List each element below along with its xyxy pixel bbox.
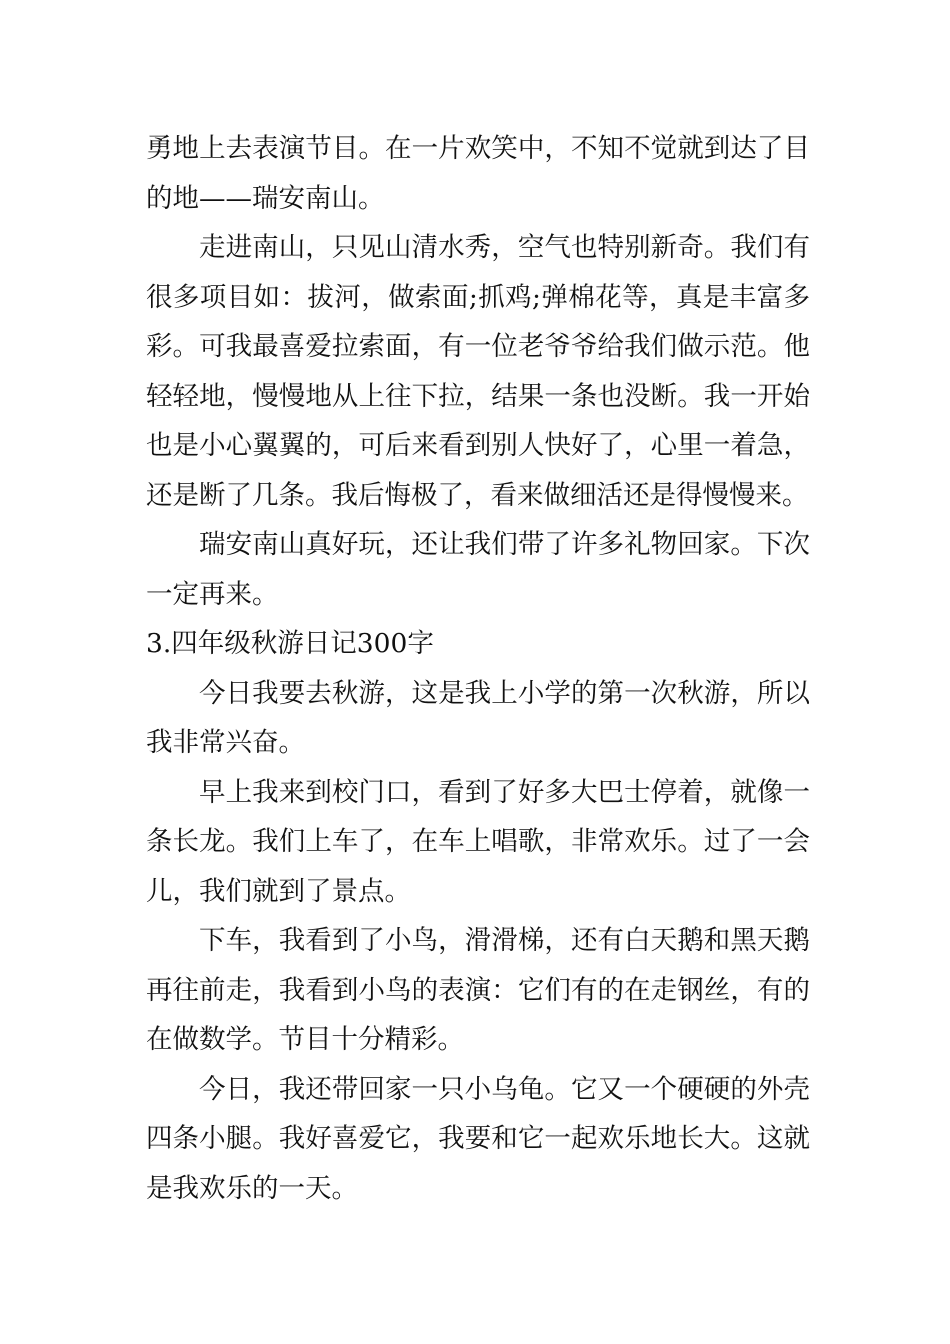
section-heading: 3.四年级秋游日记300字 bbox=[146, 628, 434, 659]
paragraph-turtle: 今日，我还带回家一只小乌龟。它又一个硬硬的外壳四条小腿。我好喜爱它，我要和它一起欢乐地长大。这就是我欢乐的一天。 bbox=[146, 1073, 810, 1204]
paragraph-nanshan-activities: 走进南山，只见山清水秀，空气也特别新奇。我们有很多项目如：拔河，做索面;抓鸡;弹棉花等，真是丰富多彩。可我最喜爱拉索面，有一位老爷爷给我们做示范。他轻轻地，慢慢地从上往下拉，结果一条也没断。我一开始也是小心翼翼的，可后来看到别人快好了，心里一着急，还是断了几条。我后悔极了，看来做细活还是得慢慢来。 bbox=[146, 232, 810, 511]
paragraph-birds-show: 下车，我看到了小鸟，滑滑梯，还有白天鹅和黑天鹅再往前走，我看到小鸟的表演：它们有的在走钢丝，有的在做数学。节目十分精彩。 bbox=[146, 925, 810, 1055]
paragraph-autumn-trip-intro: 今日我要去秋游，这是我上小学的第一次秋游，所以我非常兴奋。 bbox=[146, 677, 810, 758]
document-body bbox=[146, 124, 810, 1213]
paragraph-nanshan-ending: 瑞安南山真好玩，还让我们带了许多礼物回家。下次一定再来。 bbox=[146, 529, 810, 610]
paragraph-continuation: 勇地上去表演节目。在一片欢笑中，不知不觉就到达了目的地——瑞安南山。 bbox=[146, 133, 810, 214]
paragraph-school-gate: 早上我来到校门口，看到了好多大巴士停着，就像一条长龙。我们上车了，在车上唱歌，非常欢乐。过了一会儿，我们就到了景点。 bbox=[146, 776, 810, 907]
